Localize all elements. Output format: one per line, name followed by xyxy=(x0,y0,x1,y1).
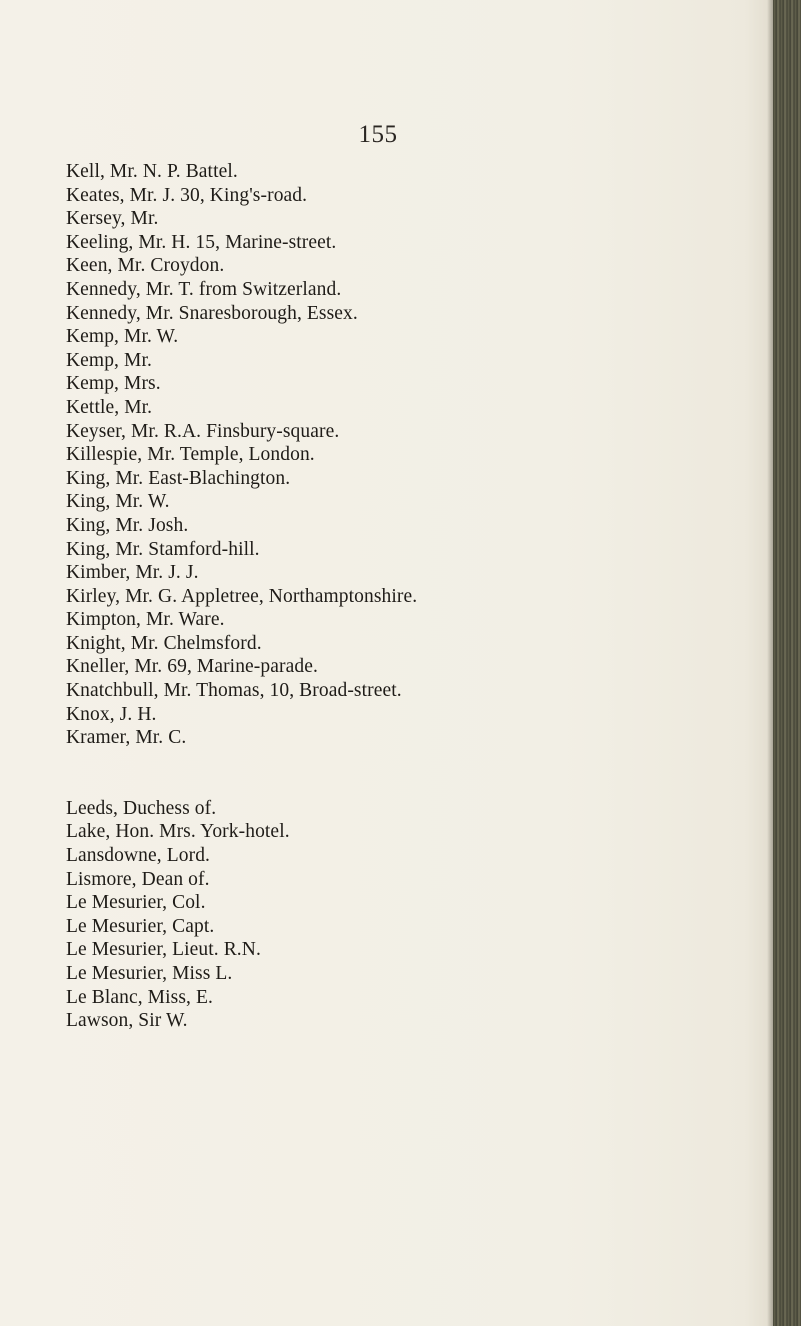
list-item: King, Mr. East-Blachington. xyxy=(66,467,291,489)
list-item: Leeds, Duchess of. xyxy=(66,797,217,819)
list-item: Le Mesurier, Lieut. R.N. xyxy=(66,939,261,961)
list-item: Kemp, Mr. xyxy=(66,349,152,371)
list-item: Kennedy, Mr. Snaresborough, Essex. xyxy=(66,302,358,324)
list-item: Kettle, Mr. xyxy=(66,396,153,418)
list-item: King, Mr. Josh. xyxy=(66,514,189,536)
list-item: Kersey, Mr. xyxy=(66,208,159,230)
list-item: Lismore, Dean of. xyxy=(66,868,210,890)
list-item: Knight, Mr. Chelmsford. xyxy=(66,632,262,654)
page-number: 155 xyxy=(358,121,398,148)
list-item: Le Mesurier, Col. xyxy=(66,892,206,914)
list-item: Kemp, Mr. W. xyxy=(66,326,179,348)
list-item: Lansdowne, Lord. xyxy=(66,845,211,867)
list-item: Keeling, Mr. H. 15, Marine-street. xyxy=(66,231,337,253)
list-item: Knatchbull, Mr. Thomas, 10, Broad-street. xyxy=(66,680,402,702)
list-item: Kell, Mr. N. P. Battel. xyxy=(66,161,238,182)
list-item: Killespie, Mr. Temple, London. xyxy=(66,444,315,466)
list-item: Keyser, Mr. R.A. Finsbury-square. xyxy=(66,420,340,442)
list-item: Kirley, Mr. G. Appletree, Northamptonshire. xyxy=(66,585,418,607)
list-item: Kramer, Mr. C. xyxy=(66,727,187,749)
list-item: Kneller, Mr. 69, Marine-parade. xyxy=(66,656,318,678)
list-item: Keen, Mr. Croydon. xyxy=(66,255,225,277)
list-item: Kimpton, Mr. Ware. xyxy=(66,609,225,631)
list-item: Knox, J. H. xyxy=(66,703,157,725)
book-binding xyxy=(773,0,801,1326)
list-item: Kimber, Mr. J. J. xyxy=(66,562,199,584)
list-item: Lake, Hon. Mrs. York-hotel. xyxy=(66,821,290,843)
list-item: Lawson, Sir W. xyxy=(66,1010,188,1032)
list-item: Keates, Mr. J. 30, King's-road. xyxy=(66,184,308,206)
name-list xyxy=(66,160,766,1033)
list-item: Le Mesurier, Miss L. xyxy=(66,963,233,984)
list-item: Kemp, Mrs. xyxy=(66,373,161,395)
section-gap xyxy=(66,750,766,797)
list-item: King, Mr. Stamford-hill. xyxy=(66,538,260,560)
list-item: Le Blanc, Miss, E. xyxy=(66,986,213,1008)
list-item: King, Mr. W. xyxy=(66,491,170,513)
list-item: Kennedy, Mr. T. from Switzerland. xyxy=(66,278,342,300)
list-item: Le Mesurier, Capt. xyxy=(66,915,215,937)
